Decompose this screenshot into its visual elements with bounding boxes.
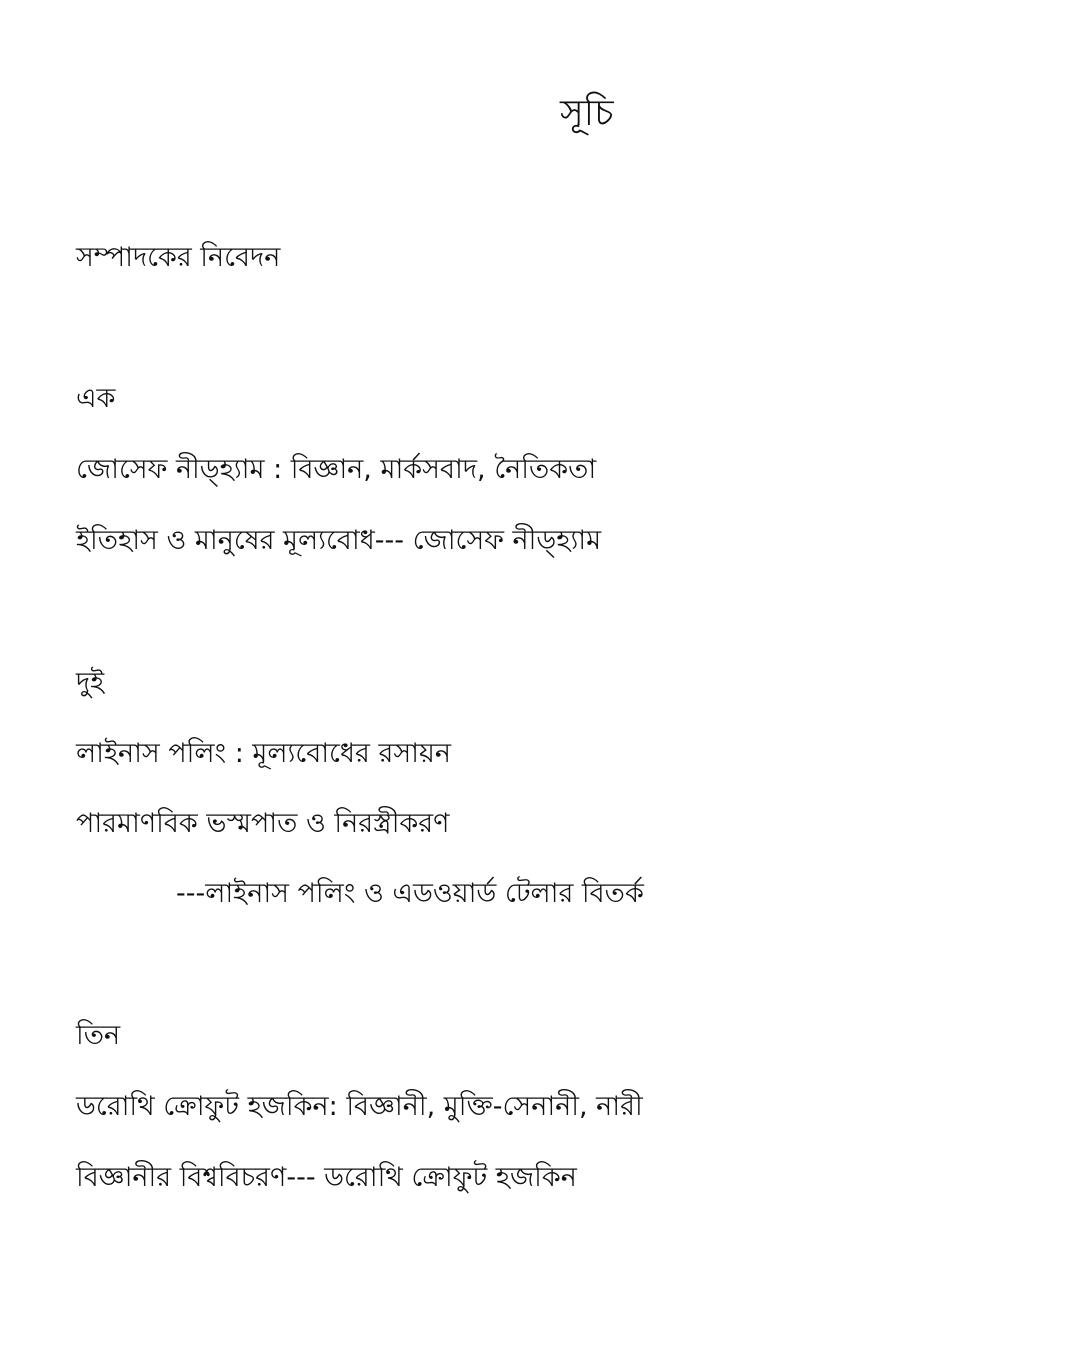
toc-entry: ডরোথি ক্রোফুট হজকিন: বিজ্ঞানী, মুক্তি-সেনানী, নারী [76,1091,643,1122]
toc-entry: জোসেফ নীড্হ্যাম : বিজ্ঞান, মার্কসবাদ, নৈতিকতা [76,454,597,485]
section-heading-1: এক [76,383,116,414]
section-heading-3: তিন [76,1020,121,1051]
toc-entry: লাইনাস পলিং : মূল্যবোধের রসায়ন [76,738,452,769]
toc-entry: পারমাণবিক ভস্মপাত ও নিরস্ত্রীকরণ [76,808,450,839]
toc-entry: বিজ্ঞানীর বিশ্ববিচরণ--- ডরোথি ক্রোফুট হজকিন [76,1162,577,1193]
page-title: সূচি [560,93,614,134]
toc-entry: ইতিহাস ও মানুষের মূল্যবোধ--- জোসেফ নীড্হ্যাম [76,525,602,556]
toc-entry-continuation: ---লাইনাস পলিং ও এডওয়ার্ড টেলার বিতর্ক [176,878,644,909]
preface-entry: সম্পাদকের নিবেদন [76,242,281,273]
section-heading-2: দুই [76,667,105,698]
